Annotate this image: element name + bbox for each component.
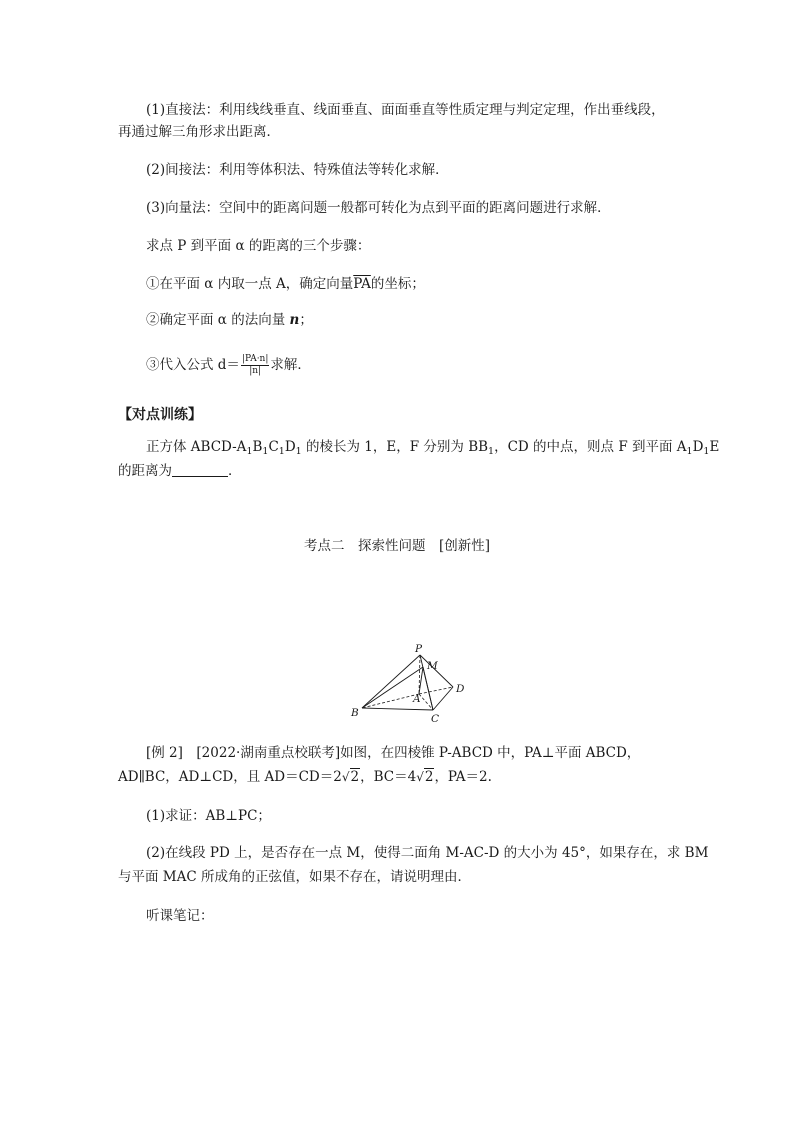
subscript: 1	[262, 446, 269, 457]
subscript: 1	[686, 446, 693, 457]
step-1-text-a: ①在平面 α 内取一点 A，确定向量	[146, 276, 354, 292]
step-2-text-b: ；	[299, 312, 313, 328]
method-1-line-1: (1)直接法：利用线线垂直、线面垂直、面面垂直等性质定理与判定定理，作出垂线段，	[146, 102, 665, 118]
training-text: 的棱长为 1，E，F 分别为 BB	[301, 439, 489, 455]
training-text: 正方体 ABCD-A	[146, 439, 247, 455]
example-text: ，PA＝2.	[434, 769, 492, 785]
steps-intro: 求点 P 到平面 α 的距离的三个步骤：	[146, 238, 371, 254]
method-2: (2)间接法：利用等体积法、特殊值法等转化求解．	[146, 162, 449, 178]
sqrt-radicand: 2	[424, 769, 434, 785]
example-text: AD∥BC，AD⊥CD，且 AD＝CD＝2	[118, 769, 342, 785]
subscript: 1	[295, 446, 302, 457]
training-line-1	[146, 437, 719, 462]
example-question-2-line-2: 与平面 MAC 所成角的正弦值，如果不存在，请说明理由．	[118, 869, 471, 885]
label-b: B	[351, 707, 359, 719]
training-line-2	[118, 461, 242, 481]
label-d: D	[456, 683, 465, 695]
example-text: ，BC＝4	[360, 769, 417, 785]
section-title: 考点二 探索性问题 [创新性]	[303, 538, 491, 554]
formula-numerator: |PA·n|	[241, 354, 269, 364]
training-heading: 【对点训练】	[118, 407, 202, 423]
label-p: P	[415, 643, 423, 655]
distance-formula-fraction	[241, 354, 269, 377]
step-3	[146, 354, 311, 377]
training-text: ．	[228, 463, 242, 479]
step-2-text-a: ②确定平面 α 的法向量	[146, 312, 290, 328]
step-2	[146, 310, 313, 330]
edge-pb	[362, 655, 420, 708]
vector-pa: $\overline{PA}$	[353, 276, 371, 292]
training-text: C	[268, 439, 279, 455]
training-text: 的距离为	[118, 463, 172, 479]
label-a: A	[413, 693, 421, 705]
step-1	[146, 274, 425, 294]
step-3-text-b: 求解．	[270, 357, 311, 373]
training-text: D	[692, 439, 704, 455]
label-m: M	[427, 660, 438, 672]
subscript: 1	[703, 446, 710, 457]
example-question-2-line-1: (2)在线段 PD 上，是否存在一点 M，使得二面角 M-AC-D 的大小为 45°，如果存在，求 BM	[146, 845, 709, 861]
example-line-1: [例 2] [2022·湖南重点校联考]如图，在四棱锥 P-ABCD 中，PA⊥平面 ABCD，	[146, 745, 641, 761]
example-line-2: AD∥BC，AD⊥CD，且 AD＝CD＝2√2，BC＝4√2，PA＝2.	[118, 769, 492, 785]
step-1-text-b: 的坐标；	[370, 276, 425, 292]
label-c: C	[431, 713, 440, 725]
sqrt-radicand: 2	[350, 769, 360, 785]
normal-vector-n: n	[289, 312, 300, 328]
training-text: ，CD 的中点，则点 F 到平面 A	[494, 439, 687, 455]
example-question-1: (1)求证：AB⊥PC；	[146, 808, 271, 824]
edge-mc	[423, 667, 433, 710]
training-text: E	[709, 439, 720, 455]
answer-blank[interactable]	[172, 462, 228, 477]
training-text: D	[284, 439, 296, 455]
formula-denominator: |n|	[249, 366, 262, 376]
edge-bc	[362, 708, 433, 710]
subscript: 1	[246, 446, 253, 457]
pyramid-figure	[345, 642, 485, 732]
training-text: B	[252, 439, 263, 455]
subscript: 1	[278, 446, 285, 457]
method-1-line-2: 再通过解三角形求出距离．	[118, 124, 280, 140]
edge-ab	[362, 694, 419, 708]
step-3-text-a: ③代入公式 d＝	[146, 357, 240, 373]
subscript: 1	[488, 446, 495, 457]
method-3: (3)向量法：空间中的距离问题一般都可转化为点到平面的距离问题进行求解．	[146, 200, 611, 216]
notes-label: 听课笔记：	[146, 908, 214, 924]
